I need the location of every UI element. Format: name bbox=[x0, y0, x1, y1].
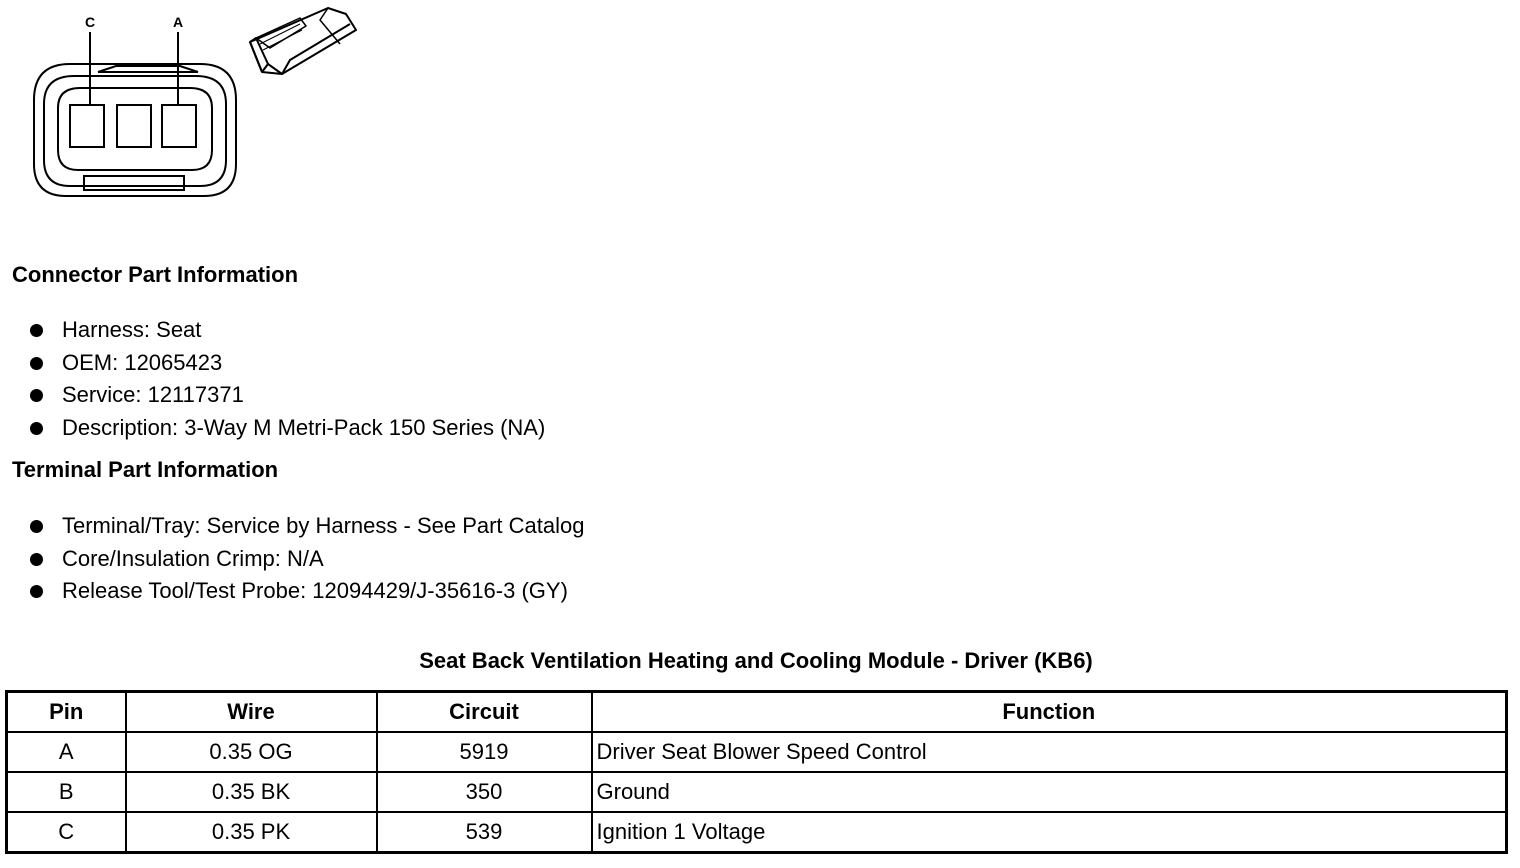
list-item-text: Release Tool/Test Probe: 12094429/J-35616-3 (GY) bbox=[62, 578, 568, 604]
bullet-icon bbox=[30, 422, 43, 435]
list-item-text: Terminal/Tray: Service by Harness - See Part Catalog bbox=[62, 513, 585, 538]
list-item bbox=[28, 314, 545, 347]
list-item-text: Service: 12117371 bbox=[62, 382, 244, 408]
bullet-icon bbox=[30, 324, 43, 337]
cell-pin: A bbox=[7, 732, 126, 772]
bullet-icon bbox=[30, 553, 43, 566]
pin-label-a: A bbox=[172, 14, 184, 30]
connector-isometric-icon bbox=[250, 8, 356, 74]
connector-info-list bbox=[28, 314, 545, 445]
bullet-icon bbox=[30, 520, 43, 533]
table-row bbox=[7, 732, 1507, 772]
header-function: Function bbox=[592, 692, 1507, 733]
cell-function: Ground bbox=[592, 772, 1507, 812]
terminal-cavity-a bbox=[162, 105, 196, 147]
connector-cavity-border bbox=[58, 88, 212, 170]
pin-table bbox=[5, 690, 1508, 854]
pin-table-title: Seat Back Ventilation Heating and Cooling Module - Driver (KB6) bbox=[419, 648, 1093, 673]
terminal-info-list bbox=[28, 510, 585, 608]
cell-function: Driver Seat Blower Speed Control bbox=[592, 732, 1507, 772]
list-item-text: Harness: Seat bbox=[62, 317, 202, 342]
list-item-text: OEM: 12065423 bbox=[62, 349, 223, 375]
list-item-text: Core/Insulation Crimp: N/A bbox=[62, 545, 324, 571]
bullet-icon bbox=[30, 357, 43, 370]
cell-circuit: 5919 bbox=[377, 732, 592, 772]
connector-diagram bbox=[0, 0, 380, 210]
list-item bbox=[28, 412, 545, 445]
list-item bbox=[28, 543, 585, 576]
cell-wire: 0.35 PK bbox=[126, 812, 377, 853]
list-item bbox=[28, 347, 545, 380]
table-row bbox=[7, 772, 1507, 812]
table-row bbox=[7, 812, 1507, 853]
bullet-icon bbox=[30, 389, 43, 402]
connector-info-heading: Connector Part Information bbox=[12, 262, 299, 287]
list-item bbox=[28, 575, 585, 608]
cell-pin: B bbox=[7, 772, 126, 812]
connector-key bbox=[84, 176, 184, 190]
list-item bbox=[28, 510, 585, 543]
cell-function: Ignition 1 Voltage bbox=[592, 812, 1507, 853]
cell-circuit: 350 bbox=[377, 772, 592, 812]
bullet-icon bbox=[30, 585, 43, 598]
terminal-cavity-b bbox=[117, 105, 151, 147]
cell-circuit: 539 bbox=[377, 812, 592, 853]
header-pin: Pin bbox=[7, 692, 126, 733]
header-circuit: Circuit bbox=[377, 692, 592, 733]
cell-pin: C bbox=[7, 812, 126, 853]
cell-wire: 0.35 OG bbox=[126, 732, 377, 772]
cell-wire: 0.35 BK bbox=[126, 772, 377, 812]
list-item bbox=[28, 379, 545, 412]
header-wire: Wire bbox=[126, 692, 377, 733]
terminal-cavity-c bbox=[70, 105, 104, 147]
pin-label-c: C bbox=[84, 14, 96, 30]
table-header-row bbox=[7, 692, 1507, 733]
list-item-text: Description: 3-Way M Metri-Pack 150 Series (NA) bbox=[62, 415, 546, 441]
terminal-info-heading: Terminal Part Information bbox=[12, 457, 279, 482]
